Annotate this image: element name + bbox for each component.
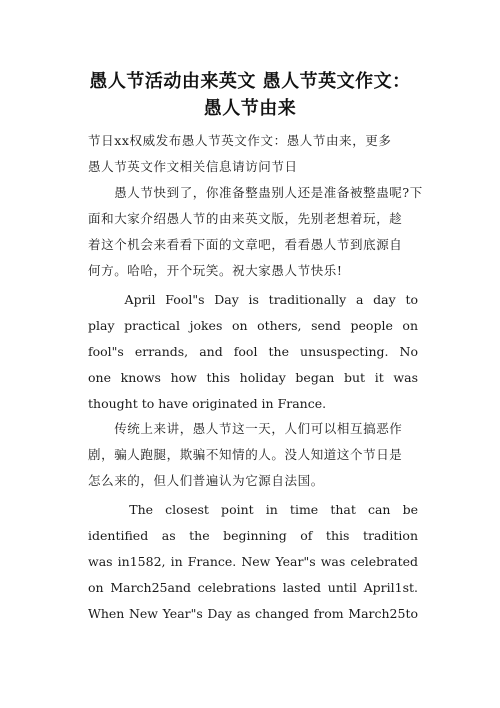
- text-line: 怎么来的，但人们普遍认为它源自法国。: [88, 473, 324, 488]
- text-line: 面和大家介绍愚人节的由来英文版，先别老想着玩，趁: [88, 211, 403, 226]
- title-line-2: 愚人节由来: [203, 98, 297, 119]
- text-line: When New Year"s Day as changed from March25to: [88, 606, 418, 621]
- text-line: The closest point in time that can be: [88, 502, 418, 517]
- document-title: [60, 68, 440, 122]
- text-line: identified as the beginning of this tradition: [88, 528, 418, 543]
- paragraph-en-1: [88, 287, 418, 417]
- text-line: 剧，骗人跑腿，欺骗不知情的人。没人知道这个节日是: [88, 447, 403, 462]
- paragraph-cn-2: [88, 416, 418, 494]
- text-line: 愚人节快到了，你准备整蛊别人还是准备被整蛊呢?下: [88, 185, 423, 200]
- text-line: play practical jokes on others, send people on: [88, 318, 418, 333]
- text-line: on March25and celebrations lasted until April1st.: [88, 580, 418, 595]
- paragraph-intro: [88, 128, 418, 180]
- text-line: 何方。哈哈，开个玩笑。祝大家愚人节快乐!: [88, 263, 343, 278]
- paragraph-en-2: [88, 497, 418, 627]
- title-line-1: 愚人节活动由来英文 愚人节英文作文：: [89, 71, 411, 92]
- text-line: 着这个机会来看看下面的文章吧，看看愚人节到底源自: [88, 237, 403, 252]
- text-line: fool"s errands, and fool the unsuspecting. No: [88, 344, 418, 359]
- text-line: April Fool"s Day is traditionally a day to: [88, 292, 418, 307]
- text-line: 愚人节英文作文相关信息请访问节日: [88, 159, 298, 174]
- paragraph-cn-1: [88, 180, 423, 284]
- text-line: 节日xx权威发布愚人节英文作文：愚人节由来，更多: [88, 133, 392, 148]
- text-line: thought to have originated in France.: [88, 396, 327, 411]
- text-line: one knows how this holiday began but it was: [88, 370, 418, 385]
- text-line: was in1582, in France. New Year"s was celebrated: [88, 554, 418, 569]
- text-line: 传统上来讲，愚人节这一天，人们可以相互搞恶作: [88, 421, 403, 436]
